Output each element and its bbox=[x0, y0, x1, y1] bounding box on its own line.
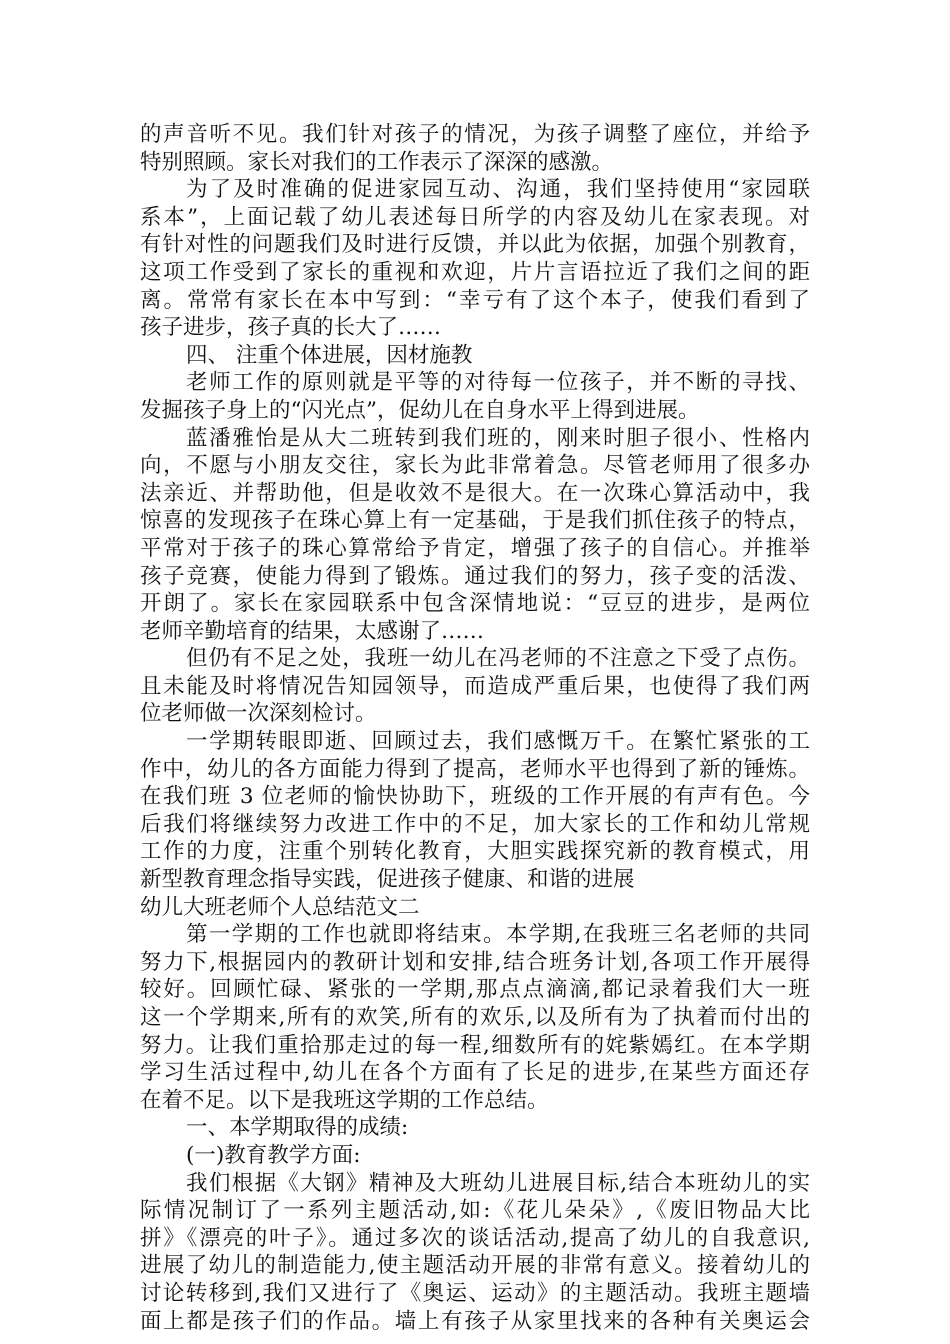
text-line: 一学期转眼即逝、回顾过去，我们感慨万千。在繁忙紧张的工 bbox=[186, 729, 810, 755]
text-line: 位老师做一次深刻检讨。 bbox=[140, 701, 377, 727]
text-line: 幼儿大班老师个人总结范文二 bbox=[140, 894, 420, 920]
text-line: 平常对于孩子的珠心算常给予肯定，增强了孩子的自信心。并推举 bbox=[140, 535, 810, 561]
text-line: 孩子竞赛，使能力得到了锻炼。通过我们的努力，孩子变的活泼、 bbox=[140, 563, 810, 589]
text-line: 学习生活过程中,幼儿在各个方面有了长足的进步,在某些方面还存 bbox=[140, 1060, 810, 1086]
text-line: 努力。让我们重拾那走过的每一程,细数所有的姹紫嫣红。在本学期 bbox=[140, 1032, 810, 1058]
text-line: 系本”，上面记载了幼儿表述每日所学的内容及幼儿在家表现。对 bbox=[140, 204, 810, 230]
text-line: 讨论转移到,我们又进行了《奥运、运动》的主题活动。我班主题墙 bbox=[140, 1280, 810, 1306]
text-line: 老师工作的原则就是平等的对待每一位孩子，并不断的寻找、 bbox=[186, 370, 810, 396]
text-line: 在着不足。以下是我班这学期的工作总结。 bbox=[140, 1087, 549, 1113]
text-line: 作中，幼儿的各方面能力得到了提高，老师水平也得到了新的锤炼。 bbox=[140, 756, 810, 782]
text-line: 际情况制订了一系列主题活动,如:《花儿朵朵》,《废旧物品大比 bbox=[140, 1198, 810, 1224]
text-line: 但仍有不足之处，我班一幼儿在冯老师的不注意之下受了点伤。 bbox=[186, 646, 810, 672]
text-line: 面上都是孩子们的作品。墙上有孩子从家里找来的各种有关奥运会 bbox=[140, 1308, 810, 1334]
text-line: 离。常常有家长在本中写到：“幸亏有了这个本子，使我们看到了 bbox=[140, 287, 810, 313]
text-line: 在我们班 3 位老师的愉快协助下，班级的工作开展的有声有色。今 bbox=[140, 784, 810, 810]
text-line: 且未能及时将情况告知园领导，而造成严重后果，也使得了我们两 bbox=[140, 673, 810, 699]
text-line: 有针对性的问题我们及时进行反馈，并以此为依据，加强个别教育， bbox=[140, 232, 810, 258]
text-line: 法亲近、并帮助他，但是收效不是很大。在一次珠心算活动中，我 bbox=[140, 480, 810, 506]
text-line: 较好。回顾忙碌、紧张的一学期,那点点滴滴,都记录着我们大一班 bbox=[140, 977, 810, 1003]
text-line: 后我们将继续努力改进工作中的不足，加大家长的工作和幼儿常规 bbox=[140, 811, 810, 837]
text-line: 工作的力度，注重个别转化教育，大胆实践探究新的教育模式，用 bbox=[140, 839, 810, 865]
text-line: 我们根据《大钢》精神及大班幼儿进展目标,结合本班幼儿的实 bbox=[186, 1170, 810, 1196]
text-line: 蓝潘雅怡是从大二班转到我们班的，刚来时胆子很小、性格内 bbox=[186, 425, 810, 451]
text-line: 孩子进步，孩子真的长大了…… bbox=[140, 315, 442, 341]
text-line: 老师辛勤培育的结果，太感谢了…… bbox=[140, 618, 485, 644]
text-line: 一、本学期取得的成绩: bbox=[186, 1115, 409, 1141]
text-line: 这一个学期来,所有的欢笑,所有的欢乐,以及所有为了执着而付出的 bbox=[140, 1005, 810, 1030]
text-line: 四、 注重个体进展，因材施教 bbox=[186, 342, 473, 368]
text-line: 为了及时准确的促进家园互动、沟通，我们坚持使用“家园联 bbox=[186, 177, 810, 203]
text-line: 拼》《漂亮的叶子》。通过多次的谈话活动,提高了幼儿的自我意识, bbox=[140, 1225, 810, 1251]
document-body bbox=[140, 121, 810, 1335]
text-line: 特别照顾。家长对我们的工作表示了深深的感激。 bbox=[140, 149, 614, 175]
text-line: (一)教育教学方面: bbox=[186, 1142, 361, 1168]
text-line: 努力下,根据园内的教研计划和安排,结合班务计划,各项工作开展得 bbox=[140, 949, 810, 975]
text-line: 新型教育理念指导实践，促进孩子健康、和谐的进展 bbox=[140, 867, 635, 893]
text-line: 开朗了。家长在家园联系中包含深情地说：“豆豆的进步，是两位 bbox=[140, 591, 810, 617]
text-line: 进展了幼儿的制造能力,使主题活动开展的非常有意义。接着幼儿的 bbox=[140, 1253, 810, 1279]
text-line: 惊喜的发现孩子在珠心算上有一定基础，于是我们抓住孩子的特点， bbox=[140, 508, 810, 534]
text-line: 这项工作受到了家长的重视和欢迎，片片言语拉近了我们之间的距 bbox=[140, 259, 810, 285]
text-line: 的声音听不见。我们针对孩子的情况，为孩子调整了座位，并给予 bbox=[140, 122, 810, 147]
text-line: 向，不愿与小朋友交往，家长为此非常着急。尽管老师用了很多办 bbox=[140, 453, 810, 479]
text-line: 第一学期的工作也就即将结束。本学期,在我班三名老师的共同 bbox=[186, 922, 810, 948]
text-line: 发掘孩子身上的“闪光点”，促幼儿在自身水平上得到进展。 bbox=[140, 397, 700, 423]
